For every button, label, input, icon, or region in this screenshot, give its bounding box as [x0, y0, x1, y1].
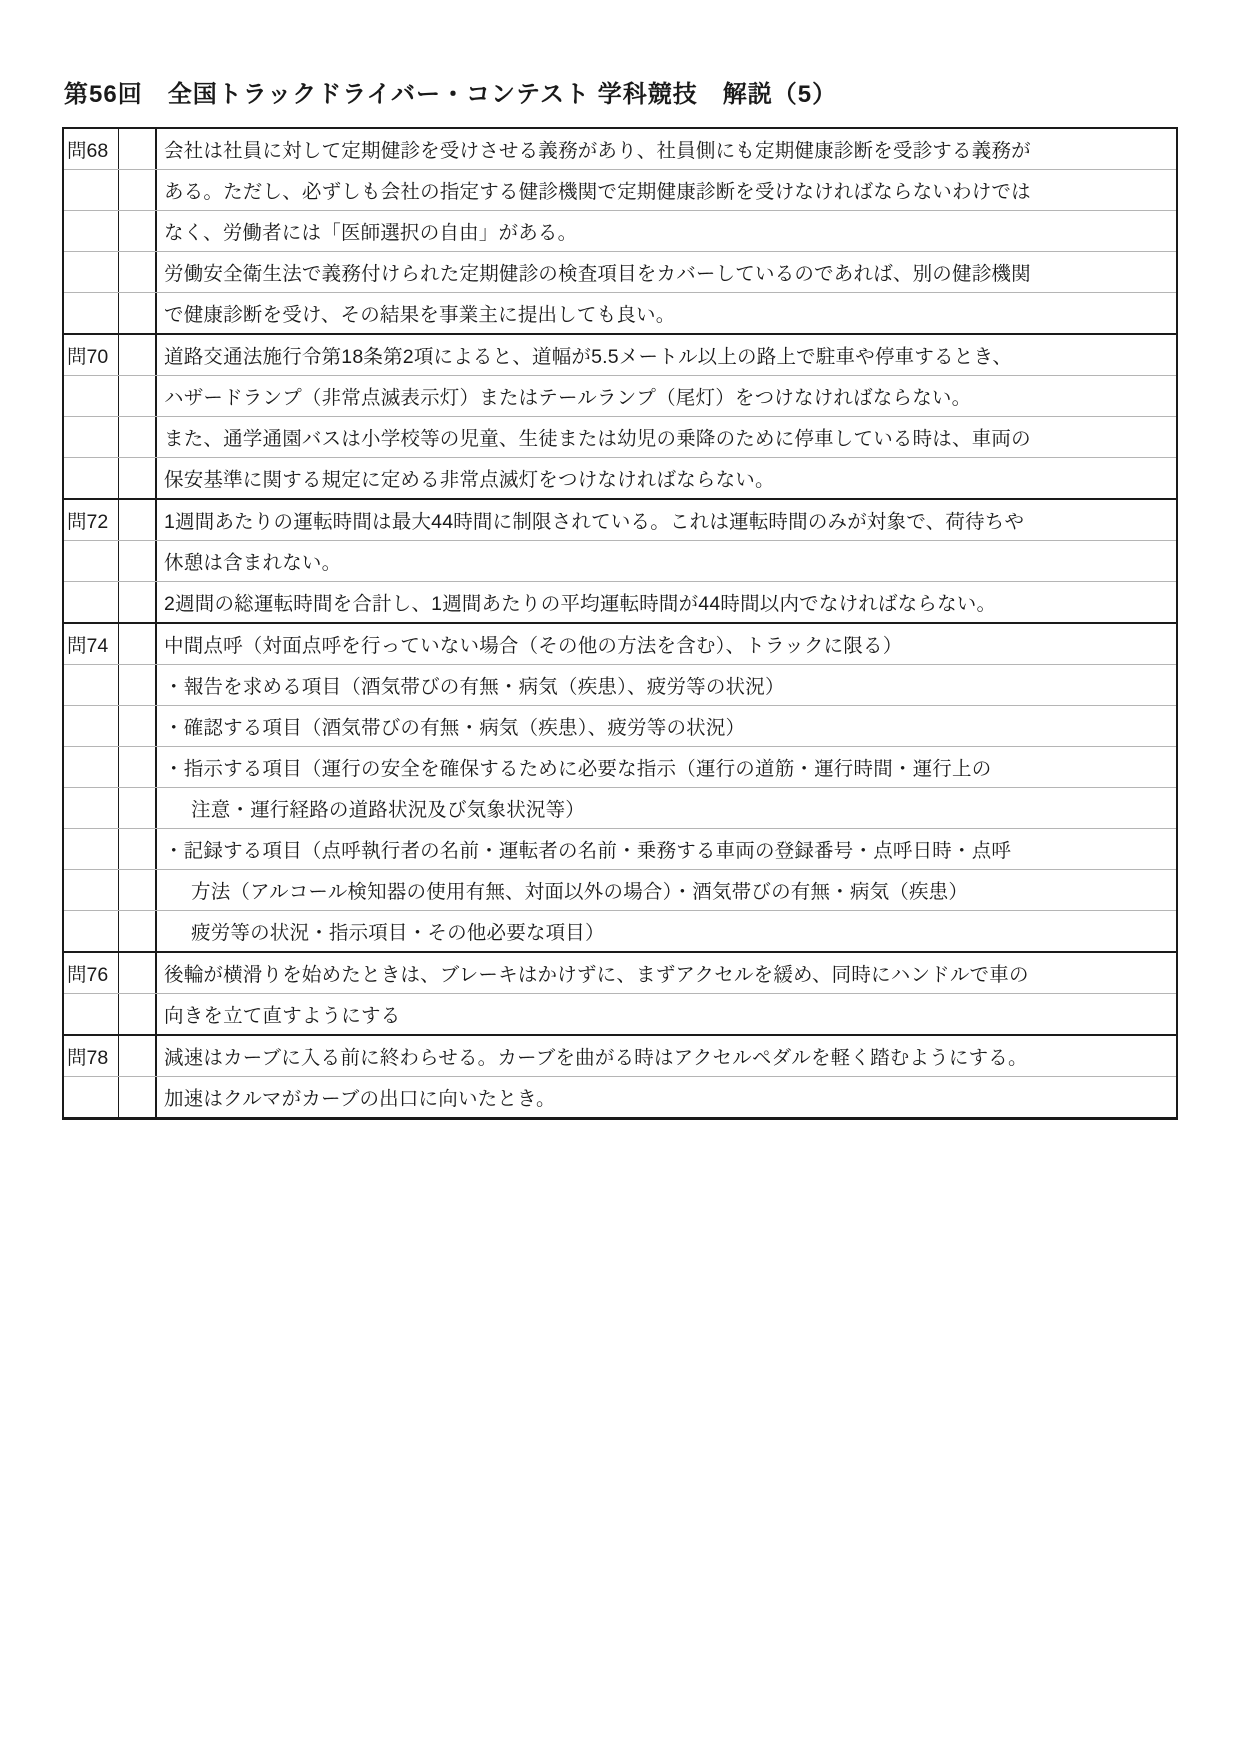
- explanation-cell: [157, 665, 1176, 705]
- explanation-cell: [157, 953, 1176, 993]
- explanation-line: ・指示する項目（運行の安全を確保するために必要な指示（運行の道筋・運行時間・運行上の: [164, 758, 992, 780]
- question-number-cell: [64, 129, 119, 169]
- table-row: [64, 624, 1176, 664]
- explanation-cell: [157, 252, 1176, 292]
- explanation-cell: [157, 624, 1176, 664]
- table-row: [64, 705, 1176, 746]
- explanation-line: 1週間あたりの運転時間は最大44時間に制限されている。これは運転時間のみが対象で、荷待ちや: [164, 511, 1025, 533]
- answer-cell: [119, 582, 157, 622]
- question-number-cell: [64, 541, 119, 581]
- question-number: 問74: [67, 635, 109, 657]
- explanation-cell: [157, 829, 1176, 869]
- answer-cell: [119, 994, 157, 1034]
- question-number-cell: [64, 870, 119, 910]
- explanation-line: 中間点呼（対面点呼を行っていない場合（その他の方法を含む）、トラックに限る）: [164, 635, 903, 657]
- explanation-cell: [157, 458, 1176, 498]
- table-row: [64, 251, 1176, 292]
- table-row: [64, 500, 1176, 540]
- explanation-cell: [157, 417, 1176, 457]
- explanation-line: 方法（アルコール検知器の使用有無、対面以外の場合）・酒気帯びの有無・病気（疾患）: [191, 881, 969, 903]
- question-block: [64, 333, 1176, 498]
- explanation-line: ハザードランプ（非常点滅表示灯）またはテールランプ（尾灯）をつけなければならない。: [164, 387, 972, 409]
- question-number-cell: [64, 582, 119, 622]
- explanation-cell: [157, 994, 1176, 1034]
- explanation-line: 加速はクルマがカーブの出口に向いたとき。: [164, 1088, 556, 1110]
- question-number-cell: [64, 252, 119, 292]
- table-row: [64, 869, 1176, 910]
- table-row: [64, 129, 1176, 169]
- question-number-cell: [64, 747, 119, 787]
- question-number-cell: [64, 293, 119, 333]
- explanation-line: 減速はカーブに入る前に終わらせる。カーブを曲がる時はアクセルペダルを軽く踏むようにする。: [164, 1047, 1028, 1069]
- table-row: [64, 335, 1176, 375]
- question-number-cell: [64, 335, 119, 375]
- table-row: [64, 581, 1176, 622]
- answer-cell: [119, 252, 157, 292]
- answer-cell: [119, 747, 157, 787]
- explanation-line: 後輪が横滑りを始めたときは、ブレーキはかけずに、まずアクセルを緩め、同時にハンドルで車の: [164, 964, 1029, 986]
- question-number-cell: [64, 788, 119, 828]
- explanation-line: なく、労働者には「医師選択の自由」がある。: [164, 222, 578, 244]
- answer-cell: [119, 129, 157, 169]
- answer-cell: [119, 170, 157, 210]
- table-row: [64, 787, 1176, 828]
- table-row: [64, 169, 1176, 210]
- table-row: [64, 416, 1176, 457]
- question-number-cell: [64, 500, 119, 540]
- table-row: [64, 910, 1176, 951]
- explanation-cell: [157, 747, 1176, 787]
- question-number-cell: [64, 458, 119, 498]
- explanation-cell: [157, 293, 1176, 333]
- question-number-cell: [64, 1036, 119, 1076]
- document-title: 第56回 全国トラックドライバー・コンテスト 学科競技 解説（5）: [64, 81, 838, 108]
- answer-cell: [119, 211, 157, 251]
- answer-cell: [119, 911, 157, 951]
- explanation-cell: [157, 541, 1176, 581]
- explanation-cell: [157, 706, 1176, 746]
- question-number-cell: [64, 911, 119, 951]
- answer-cell: [119, 376, 157, 416]
- answer-cell: [119, 953, 157, 993]
- table-row: [64, 540, 1176, 581]
- question-number-cell: [64, 211, 119, 251]
- explanation-cell: [157, 376, 1176, 416]
- explanation-line: 2週間の総運転時間を合計し、1週間あたりの平均運転時間が44時間以内でなければならない。: [164, 593, 997, 615]
- table-row: [64, 1036, 1176, 1076]
- answer-cell: [119, 500, 157, 540]
- question-number-cell: [64, 417, 119, 457]
- question-number-cell: [64, 1077, 119, 1117]
- explanation-line: ・記録する項目（点呼執行者の名前・運転者の名前・乗務する車両の登録番号・点呼日時・点呼: [164, 840, 1012, 862]
- question-block: [64, 622, 1176, 951]
- explanation-cell: [157, 911, 1176, 951]
- explanation-cell: [157, 870, 1176, 910]
- answer-cell: [119, 293, 157, 333]
- explanation-cell: [157, 582, 1176, 622]
- question-number-cell: [64, 994, 119, 1034]
- table-row: [64, 1076, 1176, 1117]
- explanation-line: また、通学通園バスは小学校等の児童、生徒または幼児の乗降のために停車している時は、車両の: [164, 428, 1031, 450]
- table-row: [64, 993, 1176, 1034]
- question-block: [64, 129, 1176, 333]
- question-number-cell: [64, 170, 119, 210]
- explanation-line: 会社は社員に対して定期健診を受けさせる義務があり、社員側にも定期健康診断を受診する義務が: [164, 140, 1031, 162]
- explanation-line: 休憩は含まれない。: [164, 552, 342, 574]
- explanation-line: 道路交通法施行令第18条第2項によると、道幅が5.5メートル以上の路上で駐車や停車するとき、: [164, 346, 1013, 368]
- explanation-cell: [157, 211, 1176, 251]
- question-number: 問68: [67, 140, 109, 162]
- answer-cell: [119, 624, 157, 664]
- explanation-cell: [157, 1077, 1176, 1117]
- question-number: 問76: [67, 964, 109, 986]
- explanation-line: 労働安全衛生法で義務付けられた定期健診の検査項目をカバーしているのであれば、別の健診機関: [164, 263, 1031, 285]
- question-number: 問72: [67, 511, 109, 533]
- question-number: 問78: [67, 1047, 109, 1069]
- answer-cell: [119, 417, 157, 457]
- explanation-line: で健康診断を受け、その結果を事業主に提出しても良い。: [164, 304, 676, 326]
- explanation-line: 保安基準に関する規定に定める非常点滅灯をつけなければならない。: [164, 469, 775, 491]
- question-number-cell: [64, 706, 119, 746]
- table-row: [64, 828, 1176, 869]
- table-row: [64, 953, 1176, 993]
- answer-cell: [119, 335, 157, 375]
- question-block: [64, 951, 1176, 1034]
- question-number-cell: [64, 953, 119, 993]
- explanation-cell: [157, 500, 1176, 540]
- answer-cell: [119, 541, 157, 581]
- explanation-line: ・確認する項目（酒気帯びの有無・病気（疾患）、疲労等の状況）: [164, 717, 746, 739]
- answer-cell: [119, 1077, 157, 1117]
- question-block: [64, 1034, 1176, 1117]
- answer-cell: [119, 458, 157, 498]
- question-number-cell: [64, 624, 119, 664]
- answer-cell: [119, 870, 157, 910]
- explanation-line: 注意・運行経路の道路状況及び気象状況等）: [191, 799, 586, 821]
- explanation-line: ・報告を求める項目（酒気帯びの有無・病気（疾患）、疲労等の状況）: [164, 676, 785, 698]
- qa-table: [62, 127, 1178, 1120]
- table-row: [64, 375, 1176, 416]
- answer-cell: [119, 829, 157, 869]
- question-number-cell: [64, 376, 119, 416]
- answer-cell: [119, 665, 157, 705]
- table-row: [64, 210, 1176, 251]
- question-number-cell: [64, 829, 119, 869]
- explanation-line: 向きを立て直すようにする: [164, 1005, 401, 1027]
- table-row: [64, 457, 1176, 498]
- explanation-cell: [157, 788, 1176, 828]
- explanation-cell: [157, 335, 1176, 375]
- answer-cell: [119, 788, 157, 828]
- table-row: [64, 746, 1176, 787]
- question-number-cell: [64, 665, 119, 705]
- explanation-cell: [157, 129, 1176, 169]
- answer-cell: [119, 1036, 157, 1076]
- explanation-line: 疲労等の状況・指示項目・その他必要な項目）: [191, 922, 605, 944]
- answer-cell: [119, 706, 157, 746]
- explanation-cell: [157, 170, 1176, 210]
- question-block: [64, 498, 1176, 622]
- explanation-cell: [157, 1036, 1176, 1076]
- explanation-line: ある。ただし、必ずしも会社の指定する健診機関で定期健康診断を受けなければならないわけでは: [164, 181, 1031, 203]
- question-number: 問70: [67, 346, 109, 368]
- table-row: [64, 292, 1176, 333]
- table-row: [64, 664, 1176, 705]
